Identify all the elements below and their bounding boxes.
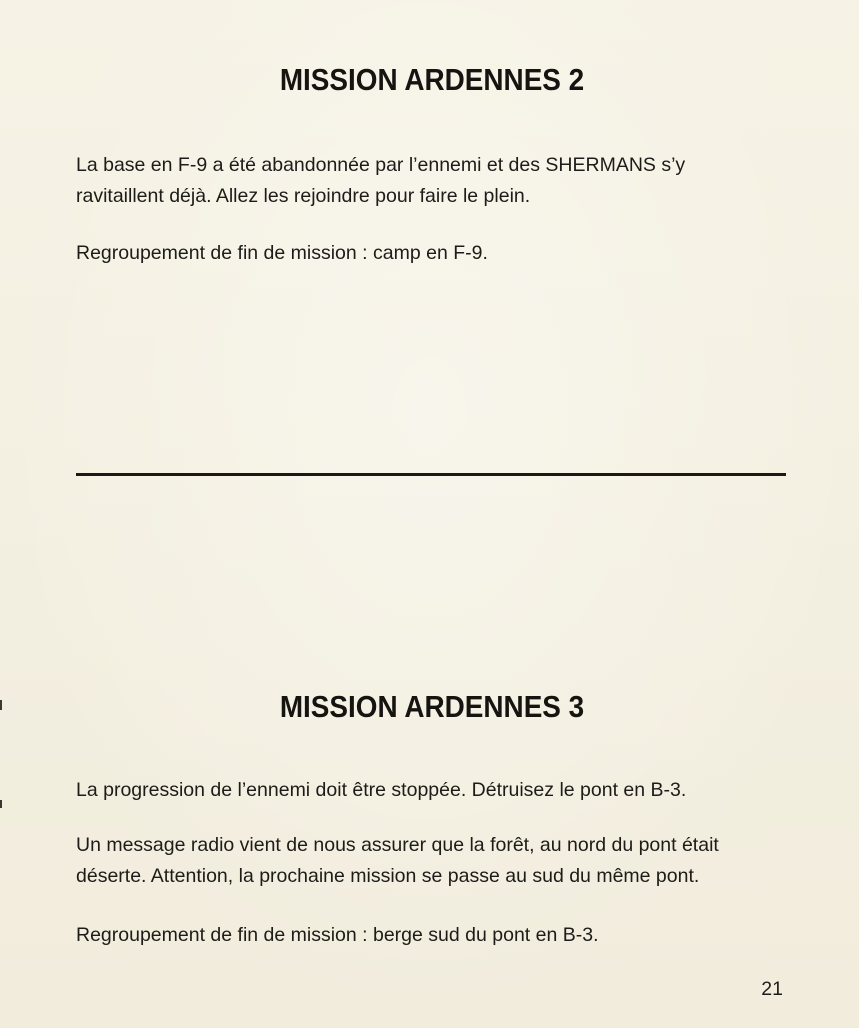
mission-3-intro [76, 775, 788, 806]
mission-2-regroup-text: Regroupement de fin de mission : camp en F-9. [76, 242, 488, 264]
mission-3-regroup [76, 920, 788, 951]
margin-mark [0, 800, 2, 808]
mission-2-paragraph-line-1: La base en F-9 a été abandonnée par l’ennemi et des SHERMANS s’y [76, 154, 686, 176]
mission-2-paragraph-line-2: ravitaillent déjà. Allez les rejoindre pour faire le plein. [76, 185, 531, 207]
mission-3-radio-message [76, 830, 788, 892]
mission-2-title: MISSION ARDENNES 2 [279, 62, 585, 97]
mission-2-regroup [76, 238, 788, 269]
mission-3-title: MISSION ARDENNES 3 [279, 689, 585, 724]
section-divider [76, 473, 786, 476]
mission-3-paragraph-2-line-2: déserte. Attention, la prochaine mission se passe au sud du même pont. [76, 865, 700, 887]
page-number: 21 [761, 978, 783, 1000]
mission-2-body [76, 150, 788, 212]
margin-mark [0, 700, 2, 710]
mission-ardennes-3-section [76, 689, 788, 725]
mission-ardennes-2-section [76, 62, 788, 98]
mission-3-regroup-text: Regroupement de fin de mission : berge sud du pont en B-3. [76, 924, 599, 946]
mission-3-paragraph-2-line-1: Un message radio vient de nous assurer que la forêt, au nord du pont était [76, 834, 719, 856]
mission-3-paragraph-1: La progression de l’ennemi doit être stoppée. Détruisez le pont en B-3. [76, 779, 687, 801]
